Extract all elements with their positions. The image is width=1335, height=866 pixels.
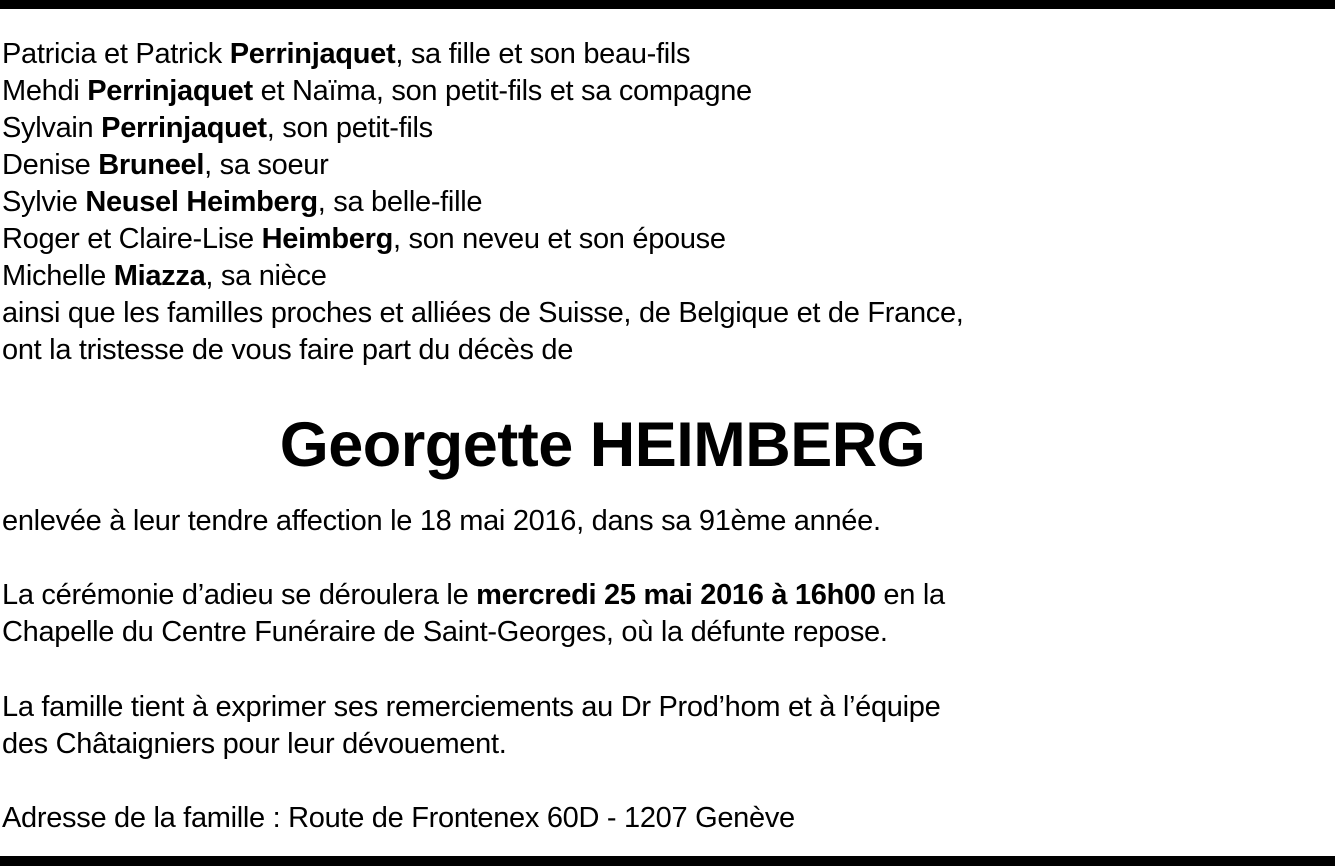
thanks-text: La famille tient à exprimer ses remerciements au Dr Prod’hom et à l’équipe des Châtaigniers pour leur dévouement. <box>2 691 941 760</box>
mourners-list <box>2 36 964 369</box>
ceremony-text: La cérémonie d’adieu se déroulera le mercredi 25 mai 2016 à 16h00 en la Chapelle du Centre Funéraire de Saint-Georges, où la défunte repose. <box>2 579 945 648</box>
ceremony-datetime: mercredi 25 mai 2016 à 16h00 <box>476 579 876 611</box>
departure-text: enlevée à leur tendre affection le 18 mai 2016, dans sa 91ème année. <box>2 505 881 537</box>
mourner-line: Michelle Miazza, sa nièce <box>2 260 327 292</box>
mourner-line: Denise Bruneel, sa soeur <box>2 149 329 181</box>
families-line: ainsi que les familles proches et alliées de Suisse, de Belgique et de France, <box>2 297 964 329</box>
mourner-line: Patricia et Patrick Perrinjaquet, sa fille et son beau-fils <box>2 38 691 70</box>
announcement-line: ont la tristesse de vous faire part du décès de <box>2 334 574 366</box>
mourner-line: Sylvie Neusel Heimberg, sa belle-fille <box>2 186 483 218</box>
mourner-line: Roger et Claire-Lise Heimberg, son neveu et son épouse <box>2 223 726 255</box>
top-border-rule <box>0 0 1335 9</box>
family-address: Adresse de la famille : Route de Frontenex 60D - 1207 Genève <box>2 802 795 834</box>
mourner-line: Sylvain Perrinjaquet, son petit-fils <box>2 112 433 144</box>
deceased-name: Georgette HEIMBERG <box>279 410 926 480</box>
mourner-line: Mehdi Perrinjaquet et Naïma, son petit-fils et sa compagne <box>2 75 752 107</box>
bottom-border-rule <box>0 856 1335 866</box>
